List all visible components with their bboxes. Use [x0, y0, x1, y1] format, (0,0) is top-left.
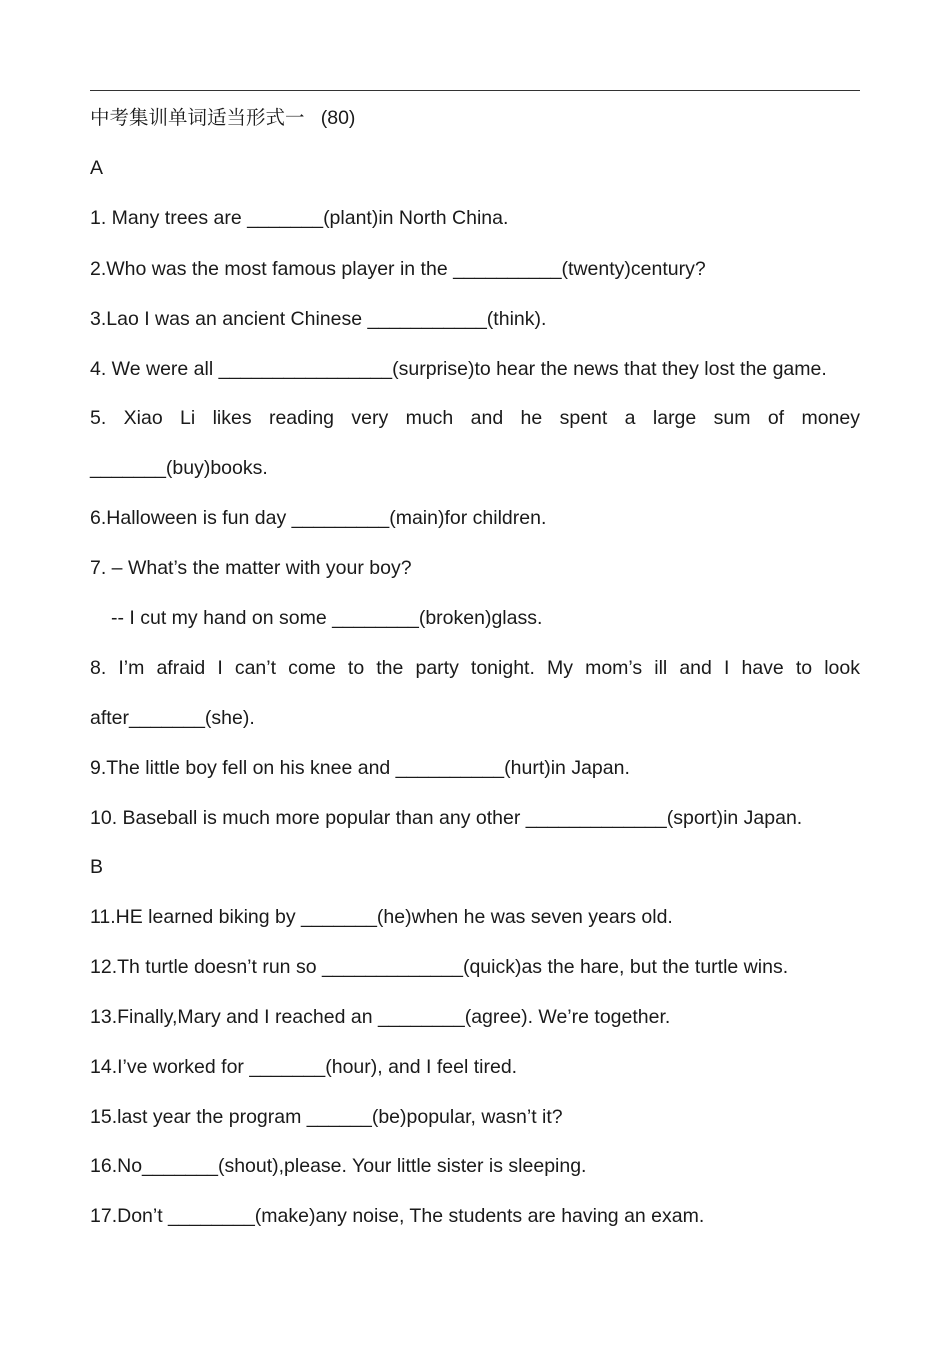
question-line: 8. I’m afraid I can’t come to the party tonight. My mom’s ill and I have to look	[90, 657, 860, 679]
question-line-continued: _______(buy)books.	[90, 457, 268, 479]
question-line: 1. Many trees are _______(plant)in North China.	[90, 207, 509, 229]
question-line: 3.Lao I was an ancient Chinese ___________(think).	[90, 308, 547, 330]
question-line: 9.The little boy fell on his knee and __________(hurt)in Japan.	[90, 757, 630, 779]
question-line: 7. – What’s the matter with your boy?	[90, 557, 412, 579]
question-line: 11.HE learned biking by _______(he)when he was seven years old.	[90, 906, 673, 928]
question-line: 6.Halloween is fun day _________(main)for children.	[90, 507, 547, 529]
question-line-continued: after_______(she).	[90, 707, 255, 729]
question-line: 16.No_______(shout),please. Your little sister is sleeping.	[90, 1155, 587, 1177]
question-line: 12.Th turtle doesn’t run so _____________(quick)as the hare, but the turtle wins.	[90, 956, 789, 978]
question-line: 14.I’ve worked for _______(hour), and I feel tired.	[90, 1056, 518, 1078]
question-line: 10. Baseball is much more popular than any other _____________(sport)in Japan.	[90, 807, 803, 829]
section-label-b: B	[90, 856, 104, 878]
question-line: 4. We were all ________________(surprise)to hear the news that they lost the game.	[90, 358, 827, 380]
question-line-reply: -- I cut my hand on some ________(broken)glass.	[111, 607, 543, 629]
question-line: 15.last year the program ______(be)popular, wasn’t it?	[90, 1106, 563, 1128]
question-line: 5. Xiao Li likes reading very much and he spent a large sum of money	[90, 407, 860, 429]
header-rule	[90, 90, 860, 91]
question-line: 13.Finally,Mary and I reached an ________(agree). We’re together.	[90, 1006, 671, 1028]
question-line: 2.Who was the most famous player in the __________(twenty)century?	[90, 258, 706, 280]
page-title: 中考集训单词适当形式一 (80)	[90, 107, 356, 129]
question-line: 17.Don’t ________(make)any noise, The students are having an exam.	[90, 1205, 705, 1227]
section-label-a: A	[90, 157, 104, 179]
